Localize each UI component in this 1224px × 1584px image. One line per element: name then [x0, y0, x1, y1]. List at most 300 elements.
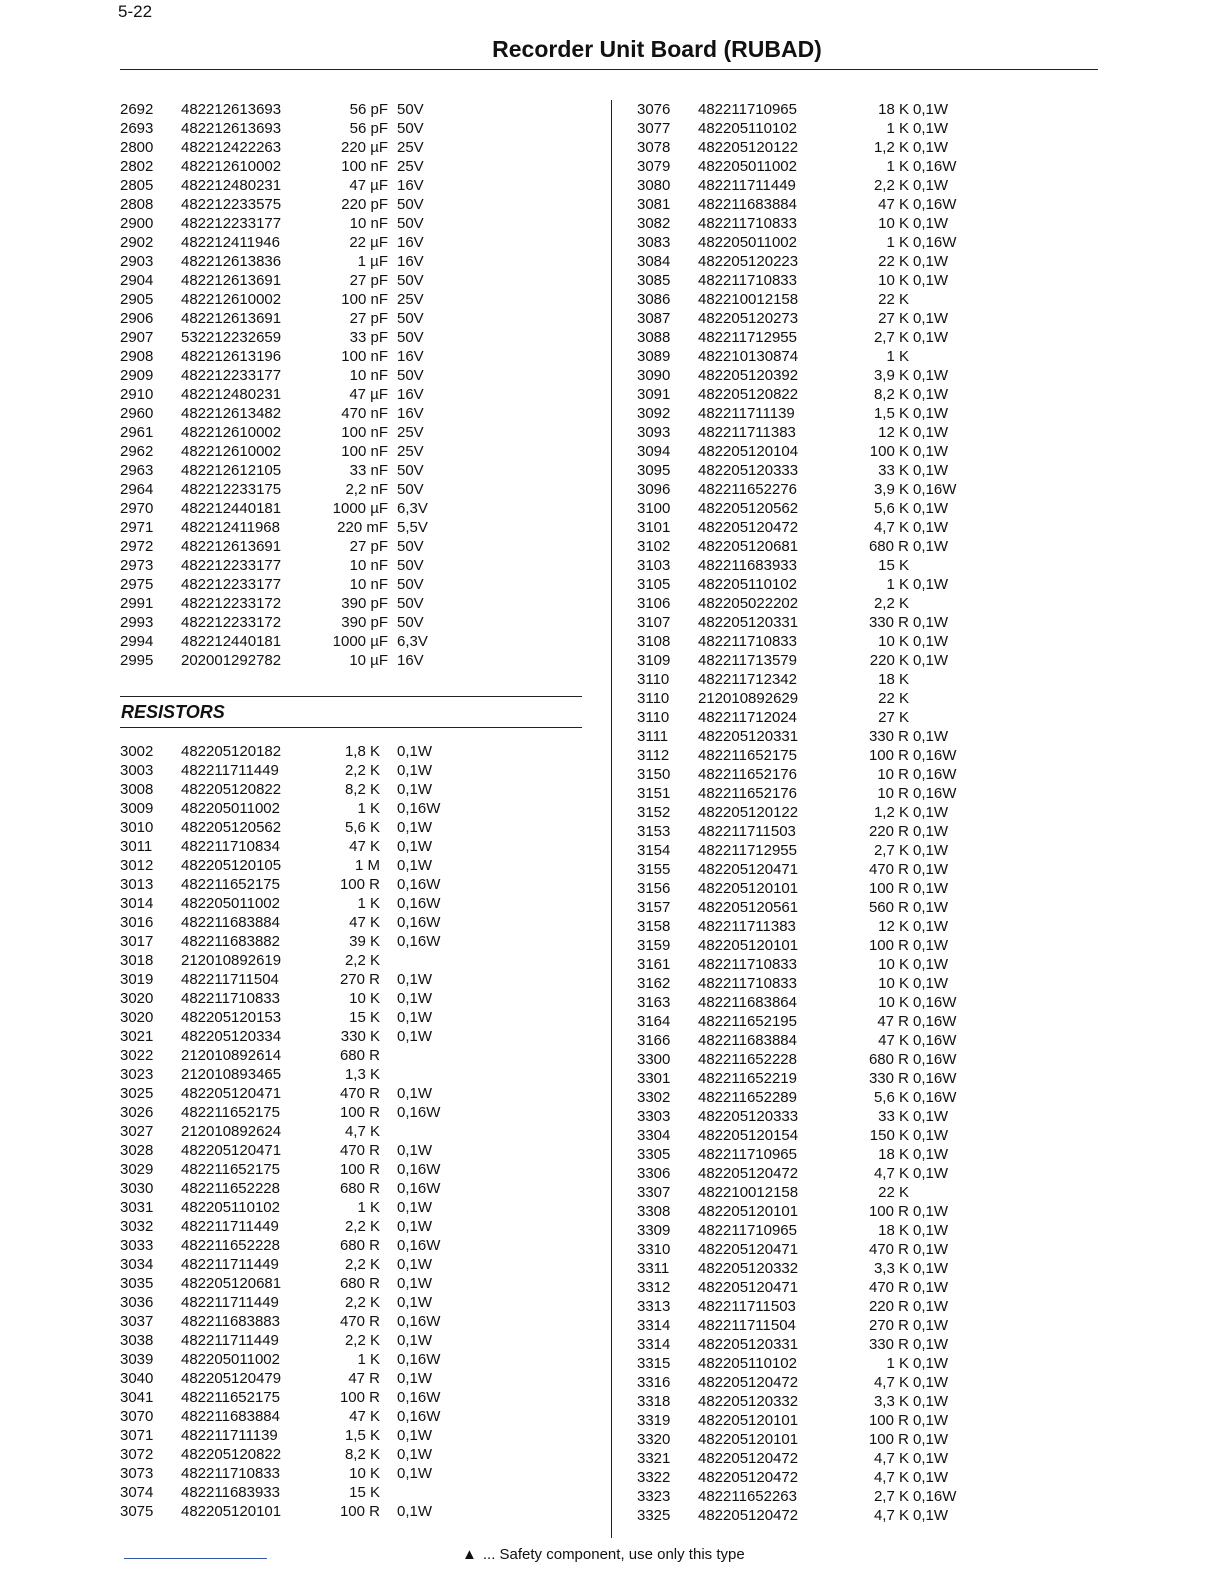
list-item — [637, 309, 1097, 328]
part-code: 482212233177 — [181, 576, 282, 593]
list-item — [120, 1426, 600, 1445]
part-code: 482211652228 — [181, 1180, 280, 1197]
list-item — [120, 1160, 600, 1179]
part-code: 482210012158 — [698, 291, 799, 308]
component-value: 22 K — [878, 253, 909, 270]
rating: 0,1W — [397, 1256, 433, 1273]
part-code: 482205110102 — [181, 1199, 280, 1216]
rating: 50V — [397, 462, 424, 479]
part-code: 482212233177 — [181, 215, 282, 232]
list-item — [637, 594, 1097, 613]
component-value: 470 R — [339, 1142, 380, 1159]
list-item — [637, 1050, 1097, 1069]
part-code: 482205120153 — [181, 1009, 282, 1026]
component-value: 1 K — [357, 895, 380, 912]
part-code: 482211683884 — [181, 914, 280, 931]
component-value: 2,7 K — [873, 329, 909, 346]
component-value: 220 µF — [341, 139, 388, 156]
part-code: 482211710833 — [698, 272, 797, 289]
component-value: 330 R — [868, 1070, 909, 1087]
part-code: 482211652219 — [698, 1070, 797, 1087]
capacitor-list — [120, 100, 600, 670]
list-item — [637, 347, 1097, 366]
component-value: 270 R — [339, 971, 380, 988]
list-item — [120, 119, 600, 138]
rating: 0,1W — [397, 1199, 433, 1216]
position-number: 3158 — [637, 918, 671, 935]
list-item — [120, 461, 600, 480]
component-value: 8,2 K — [344, 1446, 380, 1463]
rating: 0,1W — [913, 1450, 949, 1467]
rating: 0,16W — [913, 1013, 957, 1030]
position-number: 3106 — [637, 595, 671, 612]
position-number: 3020 — [120, 1009, 154, 1026]
list-item — [637, 936, 1097, 955]
rating: 0,1W — [913, 443, 949, 460]
part-code: 482205120472 — [698, 1165, 799, 1182]
rating: 0,1W — [913, 975, 949, 992]
rating: 0,1W — [913, 861, 949, 878]
rating: 50V — [397, 196, 424, 213]
rating: 0,1W — [913, 1507, 949, 1524]
part-code: 482205120333 — [698, 462, 799, 479]
list-item — [120, 875, 600, 894]
part-code: 482211683884 — [698, 196, 797, 213]
list-item — [120, 761, 600, 780]
list-item — [120, 328, 600, 347]
component-value: 12 K — [878, 918, 909, 935]
list-item — [637, 974, 1097, 993]
part-code: 482212233177 — [181, 367, 282, 384]
component-value: 10 µF — [349, 652, 388, 669]
component-value: 680 R — [868, 538, 909, 555]
position-number: 3315 — [637, 1355, 671, 1372]
part-code: 482211711503 — [698, 823, 796, 840]
list-item — [637, 480, 1097, 499]
list-item — [637, 670, 1097, 689]
part-code: 482205120223 — [698, 253, 799, 270]
rating: 0,1W — [913, 120, 949, 137]
part-code: 482212440181 — [181, 633, 282, 650]
rating: 0,1W — [913, 215, 949, 232]
list-item — [120, 932, 600, 951]
position-number: 2975 — [120, 576, 154, 593]
list-item — [120, 499, 600, 518]
part-code: 482212613693 — [181, 120, 282, 137]
rating: 0,1W — [913, 424, 949, 441]
list-item — [120, 1122, 600, 1141]
component-value: 33 K — [878, 1108, 909, 1125]
position-number: 2993 — [120, 614, 154, 631]
position-number: 3073 — [120, 1465, 154, 1482]
part-code: 482212610002 — [181, 158, 282, 175]
component-value: 2,2 K — [344, 1332, 380, 1349]
component-value: 3,9 K — [873, 367, 909, 384]
rating: 0,16W — [913, 994, 957, 1011]
part-code: 482205120331 — [698, 614, 799, 631]
list-item — [637, 1354, 1097, 1373]
list-item — [637, 1449, 1097, 1468]
component-value: 3,9 K — [873, 481, 909, 498]
component-value: 680 R — [339, 1237, 380, 1254]
list-item — [637, 1202, 1097, 1221]
rating: 0,1W — [913, 576, 949, 593]
list-item — [120, 1103, 600, 1122]
component-value: 1 K — [886, 1355, 909, 1372]
rating: 0,1W — [913, 1412, 949, 1429]
list-item — [637, 822, 1097, 841]
position-number: 3089 — [637, 348, 671, 365]
component-value: 2,2 K — [344, 1256, 380, 1273]
part-code: 482212233177 — [181, 557, 282, 574]
part-code: 482211710833 — [698, 215, 797, 232]
list-item — [637, 841, 1097, 860]
position-number: 3312 — [637, 1279, 671, 1296]
position-number: 3002 — [120, 743, 154, 760]
component-value: 10 K — [878, 633, 909, 650]
list-item — [120, 1236, 600, 1255]
list-item — [637, 1126, 1097, 1145]
list-item — [637, 1259, 1097, 1278]
component-value: 10 K — [349, 1465, 380, 1482]
list-item — [637, 575, 1097, 594]
rating: 0,16W — [397, 1180, 441, 1197]
component-value: 12 K — [878, 424, 909, 441]
part-code: 482211683882 — [181, 933, 280, 950]
list-item — [637, 233, 1097, 252]
list-item — [637, 176, 1097, 195]
rating: 25V — [397, 158, 424, 175]
position-number: 3025 — [120, 1085, 154, 1102]
rating: 0,1W — [397, 1275, 433, 1292]
position-number: 3037 — [120, 1313, 154, 1330]
part-code: 482212233172 — [181, 614, 282, 631]
list-item — [120, 970, 600, 989]
rating: 0,16W — [397, 1408, 441, 1425]
list-item — [637, 632, 1097, 651]
component-value: 10 K — [878, 272, 909, 289]
list-item — [120, 385, 600, 404]
position-number: 3154 — [637, 842, 671, 859]
component-value: 1,5 K — [344, 1427, 380, 1444]
position-number: 2800 — [120, 139, 154, 156]
position-number: 3079 — [637, 158, 671, 175]
part-code: 482212411946 — [181, 234, 280, 251]
rating: 0,1W — [913, 652, 949, 669]
component-value: 15 K — [878, 557, 909, 574]
component-value: 1 K — [886, 158, 909, 175]
list-item — [120, 780, 600, 799]
part-code: 482211652175 — [181, 1161, 280, 1178]
part-code: 482212613836 — [181, 253, 282, 270]
title-rule — [120, 69, 1098, 70]
list-item — [120, 1483, 600, 1502]
list-item — [637, 442, 1097, 461]
rating: 0,1W — [397, 1142, 433, 1159]
rating: 0,1W — [913, 1203, 949, 1220]
position-number: 3110 — [637, 709, 670, 726]
position-number: 3166 — [637, 1032, 671, 1049]
rating: 50V — [397, 576, 424, 593]
component-value: 10 nF — [349, 215, 388, 232]
list-item — [120, 1141, 600, 1160]
list-item — [637, 157, 1097, 176]
list-item — [637, 1468, 1097, 1487]
part-code: 482205120101 — [181, 1503, 282, 1520]
position-number: 3323 — [637, 1488, 671, 1505]
part-code: 482212233172 — [181, 595, 282, 612]
component-value: 8,2 K — [344, 781, 380, 798]
position-number: 3085 — [637, 272, 671, 289]
part-code: 482205120472 — [698, 519, 799, 536]
component-value: 470 R — [868, 1241, 909, 1258]
component-value: 100 R — [339, 876, 380, 893]
rating: 0,1W — [913, 1393, 949, 1410]
position-number: 3029 — [120, 1161, 154, 1178]
rating: 0,1W — [397, 1009, 433, 1026]
part-code: 482205120332 — [698, 1260, 799, 1277]
rating: 16V — [397, 253, 424, 270]
list-item — [120, 1198, 600, 1217]
part-code: 482212440181 — [181, 500, 282, 517]
rating: 0,1W — [913, 633, 949, 650]
rating: 0,1W — [913, 1355, 949, 1372]
part-code: 482205022202 — [698, 595, 799, 612]
rating: 0,1W — [913, 842, 949, 859]
part-code: 482205120822 — [181, 1446, 282, 1463]
position-number: 3014 — [120, 895, 154, 912]
rating: 0,16W — [913, 1089, 957, 1106]
position-number: 3030 — [120, 1180, 154, 1197]
component-value: 100 R — [868, 1412, 909, 1429]
part-code: 482211683884 — [698, 1032, 797, 1049]
part-code: 482211652263 — [698, 1488, 797, 1505]
rating: 0,1W — [913, 1108, 949, 1125]
component-value: 1 K — [357, 1351, 380, 1368]
part-code: 482211710833 — [698, 975, 797, 992]
part-code: 482205120101 — [698, 1412, 799, 1429]
part-code: 482205120562 — [698, 500, 799, 517]
rating: 0,1W — [913, 1241, 949, 1258]
position-number: 3041 — [120, 1389, 154, 1406]
rating: 16V — [397, 348, 424, 365]
component-value: 18 K — [878, 101, 909, 118]
list-item — [637, 404, 1097, 423]
list-item — [120, 537, 600, 556]
list-item — [120, 989, 600, 1008]
part-code: 482205120471 — [181, 1142, 282, 1159]
component-value: 10 K — [878, 994, 909, 1011]
page-number: 5-22 — [118, 2, 153, 21]
rating: 0,16W — [397, 1237, 441, 1254]
component-value: 330 R — [868, 1336, 909, 1353]
component-value: 56 pF — [349, 120, 388, 137]
part-code: 482205120681 — [698, 538, 799, 555]
list-item — [120, 252, 600, 271]
position-number: 3325 — [637, 1507, 671, 1524]
position-number: 3016 — [120, 914, 154, 931]
rating: 0,1W — [913, 500, 949, 517]
position-number: 2902 — [120, 234, 154, 251]
part-code: 482212613693 — [181, 101, 282, 118]
position-number: 3102 — [637, 538, 671, 555]
list-item — [120, 233, 600, 252]
part-code: 482205120471 — [698, 1279, 799, 1296]
part-code: 482205120332 — [698, 1393, 799, 1410]
part-code: 482211711449 — [181, 1256, 279, 1273]
part-code: 482211710833 — [698, 633, 797, 650]
component-value: 2,7 K — [873, 1488, 909, 1505]
position-number: 3162 — [637, 975, 671, 992]
list-item — [120, 594, 600, 613]
list-item — [637, 879, 1097, 898]
rating: 0,1W — [913, 804, 949, 821]
part-code: 482211652195 — [698, 1013, 797, 1030]
rating: 16V — [397, 177, 424, 194]
position-number: 3107 — [637, 614, 671, 631]
part-code: 482211711139 — [181, 1427, 278, 1444]
component-value: 1,2 K — [873, 804, 909, 821]
position-number: 3077 — [637, 120, 671, 137]
part-code: 482205120101 — [698, 880, 799, 897]
part-code: 482211652176 — [698, 785, 797, 802]
list-item — [120, 632, 600, 651]
list-item — [120, 309, 600, 328]
list-item — [637, 537, 1097, 556]
part-code: 482211710833 — [181, 990, 280, 1007]
part-code: 482211683933 — [181, 1484, 280, 1501]
position-number: 3087 — [637, 310, 671, 327]
part-code: 482211710833 — [698, 956, 797, 973]
list-item — [120, 894, 600, 913]
position-number: 3152 — [637, 804, 671, 821]
position-number: 3082 — [637, 215, 671, 232]
component-value: 47 K — [878, 1032, 909, 1049]
list-item — [120, 271, 600, 290]
list-item — [637, 290, 1097, 309]
part-code: 482205120471 — [181, 1085, 282, 1102]
list-item — [637, 955, 1097, 974]
column-divider — [611, 100, 612, 1538]
position-number: 2808 — [120, 196, 154, 213]
list-item — [637, 1012, 1097, 1031]
position-number: 3026 — [120, 1104, 154, 1121]
position-number: 3103 — [637, 557, 671, 574]
component-value: 100 R — [339, 1389, 380, 1406]
rating: 0,1W — [913, 1146, 949, 1163]
list-item — [637, 1107, 1097, 1126]
rating: 0,16W — [913, 158, 957, 175]
component-value: 10 R — [877, 766, 909, 783]
position-number: 3022 — [120, 1047, 154, 1064]
position-number: 3156 — [637, 880, 671, 897]
list-item — [120, 1369, 600, 1388]
rating: 0,1W — [397, 1028, 433, 1045]
component-value: 22 µF — [349, 234, 388, 251]
part-code: 482205011002 — [181, 895, 280, 912]
list-item — [637, 1088, 1097, 1107]
rating: 0,16W — [397, 1351, 441, 1368]
position-number: 3151 — [637, 785, 671, 802]
component-value: 100 nF — [341, 291, 388, 308]
part-code: 482205120472 — [698, 1374, 799, 1391]
position-number: 2900 — [120, 215, 154, 232]
component-value: 56 pF — [349, 101, 388, 118]
list-item — [120, 480, 600, 499]
list-item — [637, 917, 1097, 936]
component-value: 100 R — [339, 1503, 380, 1520]
part-code: 482211652175 — [698, 747, 797, 764]
component-value: 680 R — [868, 1051, 909, 1068]
rating: 0,16W — [397, 876, 441, 893]
list-item — [120, 556, 600, 575]
list-item — [637, 461, 1097, 480]
list-item — [637, 1240, 1097, 1259]
component-value: 47 K — [349, 838, 380, 855]
list-item — [637, 784, 1097, 803]
component-value: 2,2 K — [873, 595, 909, 612]
component-value: 5,6 K — [873, 500, 909, 517]
rating: 16V — [397, 405, 424, 422]
rating: 0,1W — [397, 743, 433, 760]
rating: 6,3V — [397, 500, 428, 517]
rating: 25V — [397, 139, 424, 156]
component-value: 10 K — [349, 990, 380, 1007]
component-value: 47 R — [877, 1013, 909, 1030]
list-item — [637, 385, 1097, 404]
rating: 0,16W — [913, 196, 957, 213]
component-value: 27 K — [878, 310, 909, 327]
list-item — [120, 1350, 600, 1369]
component-value: 18 K — [878, 1146, 909, 1163]
rating: 25V — [397, 443, 424, 460]
rating: 50V — [397, 120, 424, 137]
rating: 0,1W — [913, 728, 949, 745]
list-item — [637, 708, 1097, 727]
component-value: 390 pF — [341, 595, 388, 612]
part-code: 482211713579 — [698, 652, 797, 669]
part-code: 482205120472 — [698, 1507, 799, 1524]
footnote — [462, 1546, 745, 1563]
part-code: 482211711139 — [698, 405, 795, 422]
position-number: 3155 — [637, 861, 671, 878]
component-value: 100 R — [339, 1161, 380, 1178]
list-item — [637, 1411, 1097, 1430]
part-code: 482211711449 — [181, 1218, 279, 1235]
rating: 0,1W — [397, 1332, 433, 1349]
list-item — [637, 746, 1097, 765]
list-item — [637, 993, 1097, 1012]
part-code: 482211652289 — [698, 1089, 797, 1106]
position-number: 3070 — [120, 1408, 154, 1425]
component-value: 100 nF — [341, 424, 388, 441]
position-number: 3112 — [637, 747, 670, 764]
list-item — [637, 860, 1097, 879]
component-value: 3,3 K — [873, 1260, 909, 1277]
part-code: 482210012158 — [698, 1184, 799, 1201]
list-item — [637, 556, 1097, 575]
rating: 0,1W — [913, 1279, 949, 1296]
position-number: 3032 — [120, 1218, 154, 1235]
position-number: 3163 — [637, 994, 671, 1011]
component-value: 220 mF — [337, 519, 388, 536]
part-code: 482211683883 — [181, 1313, 280, 1330]
list-item — [637, 1297, 1097, 1316]
component-value: 10 K — [878, 215, 909, 232]
component-value: 1 K — [886, 576, 909, 593]
list-item — [120, 837, 600, 856]
rating: 0,16W — [913, 1032, 957, 1049]
